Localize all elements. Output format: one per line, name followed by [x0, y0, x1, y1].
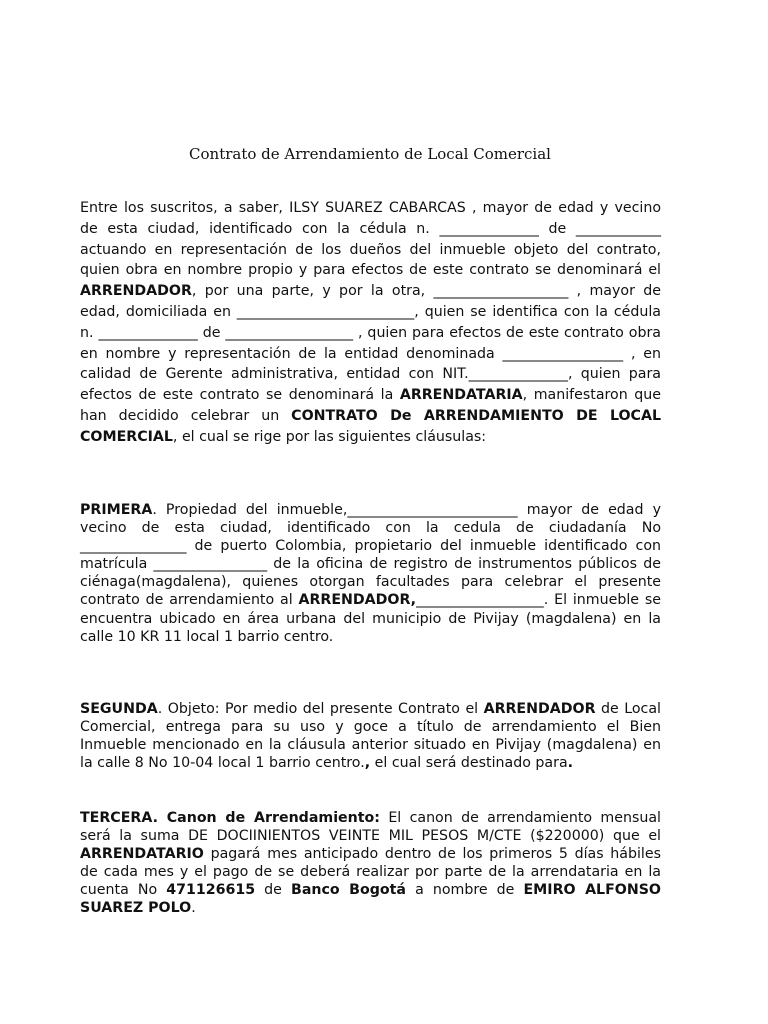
clause-segunda-text-1: . Objeto: Por medio del presente Contrato el [157, 701, 484, 717]
clause-segunda-text-2: de Local Comercial, entrega para su uso y goce a título de arrendamiento el Bien Inmueble mencionado en la cláusula anterior situado en Pivijay (magdalena) en la calle 8 No 10-04 local 1 barrio centro. [80, 701, 661, 772]
clause-primera-text-1: . Propiedad del inmueble,________________________ mayor de edad y vecino de esta ciudad, identificado con la cedula de ciudadanía No _______________ de puerto Colombia, propietario del inmueble identificado con matrícula ________________ de la oficina de registro de instrumentos públicos de ciénaga(magdalena), quienes otorgan facultades para celebrar el presente contrato de arrendamiento al [80, 502, 661, 609]
clause-primera-heading: PRIMERA [80, 502, 153, 518]
bank-name: Banco Bogotá [291, 882, 406, 899]
clause-tercera-text-4: a nombre de [405, 882, 524, 899]
clause-tercera-text-1: El canon de arrendamiento mensual será la suma DE DOCIINIENTOS VEINTE MIL PESOS M/CTE ($220000) que el [80, 810, 661, 845]
clause-tercera-text-3: de [255, 882, 291, 899]
clause-primera [80, 501, 661, 646]
account-number: 471126615 [166, 882, 256, 899]
contract-type-term: CONTRATO De ARRENDAMIENTO DE LOCAL COMERCIAL [80, 407, 661, 445]
clause-segunda [80, 700, 661, 772]
clause-segunda-comma: , [364, 755, 371, 772]
clause-tercera-text-5: . [191, 900, 196, 917]
account-holder-name: EMIRO ALFONSO SUAREZ POLO [80, 882, 661, 917]
clause-primera-arrendador: ARRENDADOR, [298, 592, 417, 609]
clause-tercera-text-2: pagará mes anticipado dentro de los primeros 5 días hábiles de cada mes y el pago de se deberá realizar por parte de la arrendataria en la cuenta No [80, 846, 661, 899]
intro-text-3: , manifestaron que han decidido celebrar un [80, 387, 661, 424]
clause-segunda-heading: SEGUNDA [80, 701, 158, 717]
intro-text-2: , por una parte, y por la otra, ___________________ , mayor de edad, domiciliada en _________________________, quien se identifica con la cédula n. ______________ de __________________ , quien para efectos de este contrato obra en nombre y representación de la entidad denominada _________________ , en calidad de Gerente administrativa, entidad con NIT.______________, quien para efectos de este contrato se denominará la [80, 283, 661, 404]
intro-text-1: Entre los suscritos, a saber, ILSY SUAREZ CABARCAS , mayor de edad y vecino de esta ciudad, identificado con la cédula n. ______________ de ____________ actuando en representación de los dueños del inmueble objeto del contrato, quien obra en nombre propio y para efectos de este contrato se denominará el [80, 200, 661, 279]
arrendataria-term: ARRENDATARIA [399, 387, 523, 404]
clause-tercera-heading: TERCERA. Canon de Arrendamiento: [80, 810, 380, 826]
clause-primera-text-2: __________________. El inmueble se encuentra ubicado en área urbana del municipio de Pivijay (magdalena) en la calle 10 KR 11 local 1 barrio centro. [80, 592, 661, 645]
clause-segunda-period: . [567, 755, 574, 772]
intro-paragraph [80, 198, 661, 448]
arrendador-term: ARRENDADOR [80, 283, 192, 300]
clause-segunda-arrendador: ARRENDADOR [483, 701, 596, 717]
document-title: Contrato de Arrendamiento de Local Comercial [189, 145, 551, 163]
intro-text-4: , el cual se rige por las siguientes cláusulas: [172, 428, 487, 445]
clause-tercera-arrendatario: ARRENDATARIO [80, 846, 204, 863]
clause-tercera [80, 809, 661, 918]
clause-segunda-text-3: el cual será destinado para [370, 755, 568, 772]
